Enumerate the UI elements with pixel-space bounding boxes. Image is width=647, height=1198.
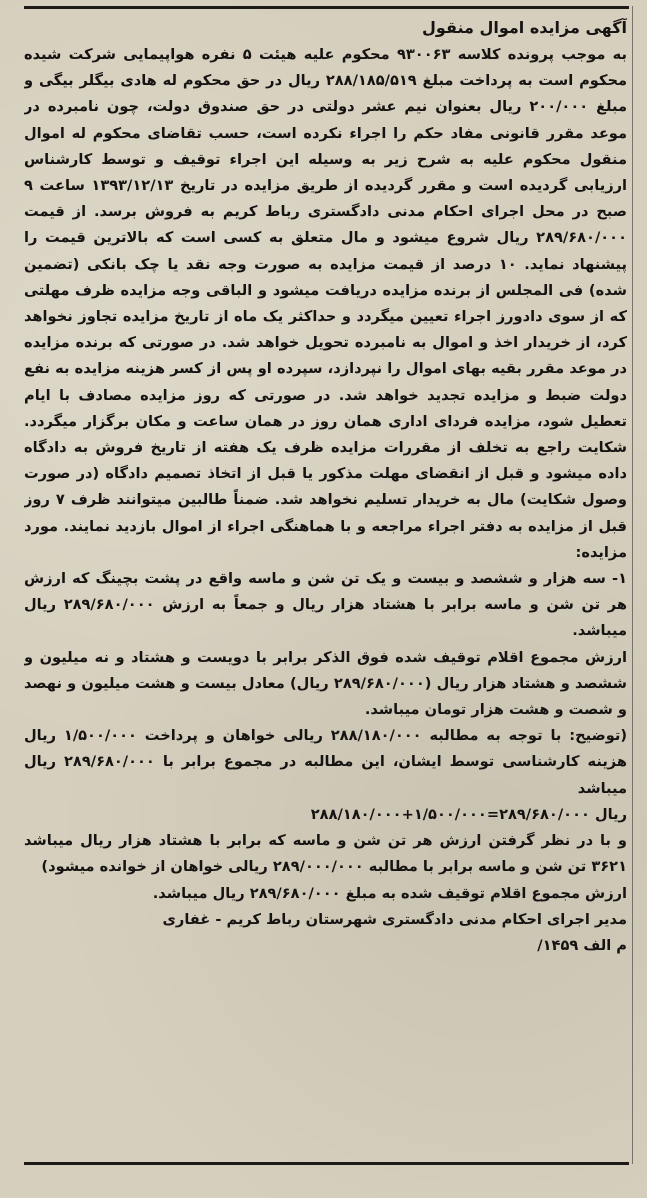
auction-notice (24, 16, 627, 1158)
notice-paragraph-total: ارزش مجموع اقلام توقیف شده به مبلغ ۲۸۹/۶۸۰/۰۰۰ ریال میباشد. (152, 884, 627, 902)
notice-paragraph-main: به موجب پرونده کلاسه ۹۳۰۰۶۳ محکوم علیه هیئت ۵ نفره هواپیمایی شرکت شیده محکوم است به پرداخت مبلغ ۲۸۸/۱۸۵/۵۱۹ ریال در حق محکوم له هادی بیگلر بیگی و مبلغ ۲۰۰/۰۰۰ ریال بعنوان نیم عشر دولتی در حق صندوق دولت، چون نامبرده در موعد مقرر قانونی مفاد حکم را اجراء نکرده است، حسب تقاضای محکوم له اموال منقول محکوم علیه به شرح زیر به وسیله این اجراء توقیف و توسط کارشناس ارزیابی گردیده است و مقرر گردیده از طریق مزایده در تاریخ ۱۳۹۳/۱۲/۱۳ ساعت ۹ صبح در محل اجرای احکام مدنی دادگستری رباط کریم به فروش برسد. از قیمت ۲۸۹/۶۸۰/۰۰۰ ریال شروع میشود و مال متعلق به کسی است که بالاترین قیمت را پیشنهاد نماید. ۱۰ درصد از قیمت مزایده به صورت وجه نقد یا چک بانکی (تضمین شده) فی المجلس از برنده مزایده دریافت میشود و الباقی وجه مزایده ظرف مهلتی که از سوی دادورز اجراء تعیین میگردد و حداکثر یک ماه از تاریخ مزایده تجاوز نخواهد کرد، از خریدار اخذ و اموال به نامبرده تحویل خواهد شد. در صورتی که برنده مزایده در موعد مقرر بقیه بهای اموال را نپردازد، سپرده او پس از کسر هزینه مزایده به نفع دولت ضبط و مزایده تجدید خواهد شد. در صورتی که روز مزایده مصادف با ایام تعطیل شود، مزایده فردای اداری همان روز در همان ساعت و مکان برگزار میگردد. شکایت راجع به تخلف از مقررات مزایده ظرف یک هفته از تاریخ فروش به دادگاه داده میشود و قبل از انقضای مهلت مذکور یا قبل از اتخاذ تصمیم دادگاه (در صورت وصول شکایت) مال به خریدار تسلیم نخواهد شد. ضمناً طالبین میتوانند ظرف ۷ روز قبل از مزایده به دفتر اجراء مراجعه و با هماهنگی اجراء از اموال بازدید نمایند. مورد مزایده: (24, 46, 627, 561)
notice-reference: م الف ۱۴۵۹/ (537, 936, 627, 954)
notice-paragraph-equation: ریال ۲۸۹/۶۸۰/۰۰۰=۱/۵۰۰/۰۰۰+۲۸۸/۱۸۰/۰۰۰ (310, 805, 627, 823)
bottom-border-rule (24, 1162, 629, 1165)
top-border-rule (24, 6, 629, 9)
notice-paragraph-value: ارزش مجموع اقلام توقیف شده فوق الذکر برابر با دویست و هشتاد و نه میلیون و ششصد و هشتاد هزار ریال (۲۸۹/۶۸۰/۰۰۰ ریال) معادل بیست و هشت میلیون و نهصد و شصت و هشت هزار تومان میباشد. (24, 648, 627, 719)
notice-signature: مدیر اجرای احکام مدنی دادگستری شهرستان رباط کریم - غفاری (162, 910, 627, 928)
notice-paragraph-item: ۱- سه هزار و ششصد و بیست و یک تن شن و ماسه واقع در پشت بچینگ که ارزش هر تن شن و ماسه برابر با هشتاد هزار ریال و جمعاً به ارزش ۲۸۹/۶۸۰/۰۰۰ ریال میباشد. (24, 570, 627, 640)
notice-title: آگهی مزایده اموال منقول (422, 18, 627, 37)
notice-paragraph-calculation: و با در نظر گرفتن ارزش هر تن شن و ماسه که برابر با هشتاد هزار ریال میباشد ۳۶۲۱ تن شن و ماسه برابر با مطالبه ۲۸۹/۰۰۰/۰۰۰ ریالی خواهان از خوانده میشود) (24, 832, 627, 876)
column-divider (632, 6, 633, 1164)
notice-paragraph-explanation: (توضیح: با توجه به مطالبه ۲۸۸/۱۸۰/۰۰۰ ریالی خواهان و پرداخت ۱/۵۰۰/۰۰۰ ریال هزینه کارشناسی توسط ایشان، این مطالبه در مجموع برابر با ۲۸۹/۶۸۰/۰۰۰ ریال میباشد (24, 727, 627, 797)
notice-body (24, 42, 627, 959)
